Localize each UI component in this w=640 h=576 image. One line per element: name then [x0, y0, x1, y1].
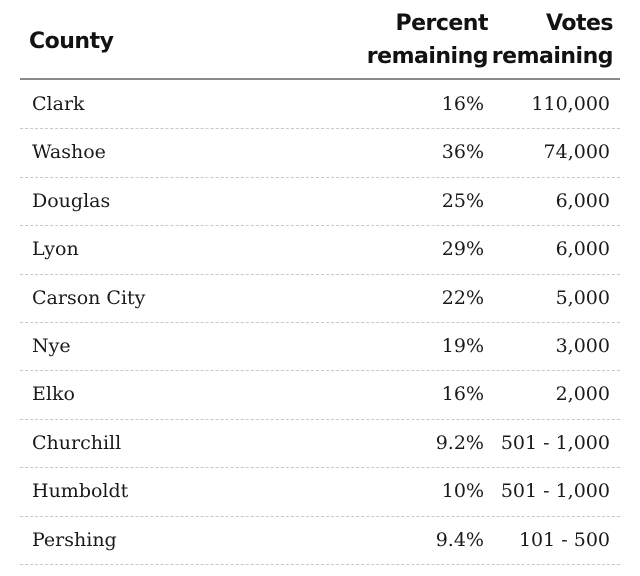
percent-cell: 9.4%	[435, 528, 484, 551]
table-row	[20, 81, 620, 129]
header-county	[29, 25, 113, 58]
votes-remaining-table	[20, 0, 620, 565]
county-cell: Nye	[32, 334, 71, 357]
percent-cell: 36%	[441, 141, 484, 164]
table-row	[20, 323, 620, 371]
votes-cell: 501 - 1,000	[500, 480, 610, 503]
table-row	[20, 371, 620, 419]
percent-cell: 16%	[441, 93, 484, 115]
percent-cell: 10%	[441, 480, 484, 503]
percent-cell: 25%	[441, 189, 484, 212]
table-row	[20, 468, 620, 516]
county-cell: Washoe	[32, 141, 106, 164]
header-percent-line2: remaining	[366, 44, 488, 69]
table-row	[20, 275, 620, 323]
percent-cell: 22%	[441, 286, 484, 309]
table-header	[20, 0, 620, 80]
votes-cell: 101 - 500	[518, 528, 610, 551]
header-county-label: County	[29, 29, 114, 54]
votes-cell: 3,000	[555, 334, 610, 357]
header-percent-line1: Percent	[395, 11, 488, 36]
percent-cell: 19%	[441, 334, 484, 357]
percent-cell: 9.2%	[435, 431, 484, 454]
table-row	[20, 129, 620, 177]
county-cell: Douglas	[32, 189, 111, 212]
table-row	[20, 178, 620, 226]
county-cell: Humboldt	[32, 480, 129, 503]
header-votes-line1: Votes	[546, 11, 613, 36]
votes-cell: 6,000	[555, 238, 610, 261]
votes-cell: 6,000	[555, 189, 610, 212]
county-cell: Churchill	[32, 431, 122, 454]
header-votes-line2: remaining	[491, 44, 613, 69]
votes-cell: 110,000	[531, 93, 610, 115]
votes-cell: 5,000	[555, 286, 610, 309]
header-percent-remaining	[367, 7, 488, 73]
county-cell: Pershing	[32, 528, 117, 551]
county-cell: Lyon	[32, 238, 79, 261]
county-cell: Carson City	[32, 286, 146, 309]
votes-cell: 501 - 1,000	[500, 431, 610, 454]
county-cell: Clark	[32, 93, 85, 115]
votes-cell: 74,000	[543, 141, 610, 164]
table-body	[20, 80, 620, 565]
percent-cell: 16%	[441, 383, 484, 406]
table-row	[20, 226, 620, 274]
table-row	[20, 420, 620, 468]
votes-cell: 2,000	[555, 383, 610, 406]
table-row	[20, 517, 620, 565]
header-votes-remaining	[492, 7, 613, 73]
percent-cell: 29%	[441, 238, 484, 261]
county-cell: Elko	[32, 383, 75, 406]
